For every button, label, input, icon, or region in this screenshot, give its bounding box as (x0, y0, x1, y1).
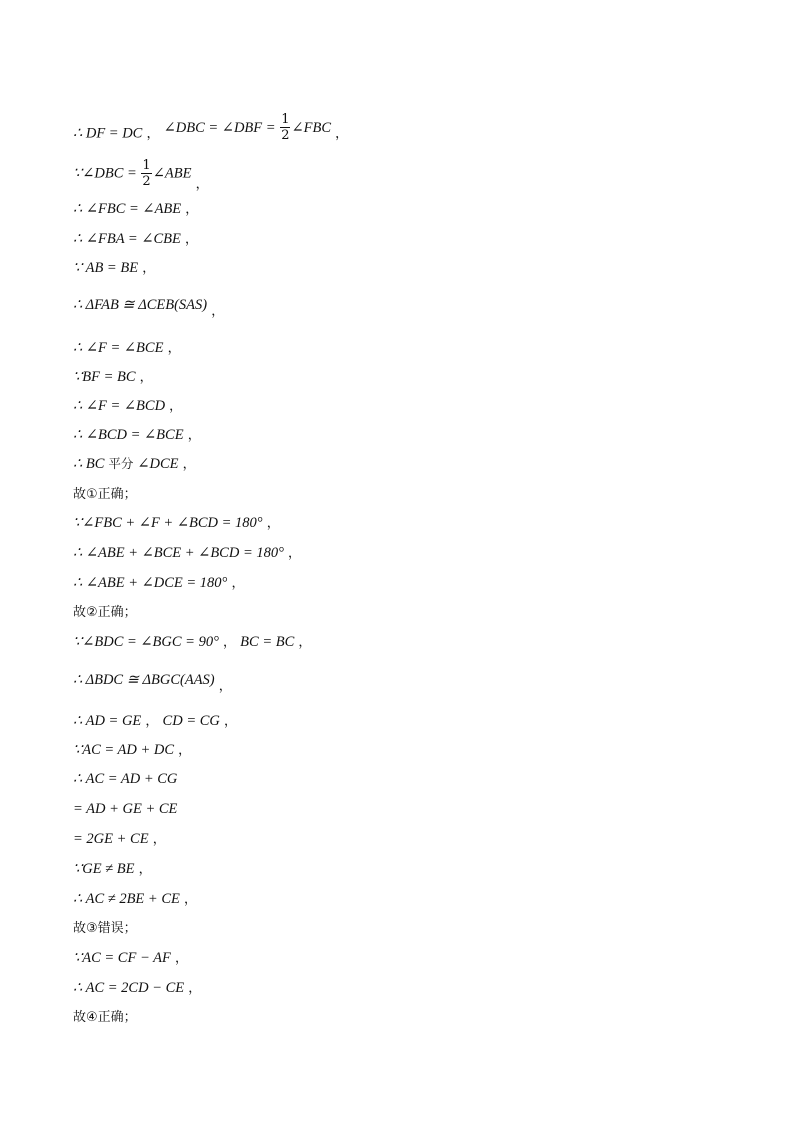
math-expr: ∠DCE (137, 456, 179, 472)
proof-line-1 (73, 112, 349, 149)
math-expr: ∴ ∠BCD = ∠BCE (73, 427, 184, 443)
proof-line-7 (73, 341, 181, 356)
proof-line-27 (73, 951, 188, 966)
proof-line-3 (73, 202, 198, 217)
math-expr: ∵∠DBC = (73, 165, 141, 182)
punctuation: ， (179, 892, 197, 907)
math-expr: ∴ AC ≠ 2BE + CE (73, 891, 180, 907)
math-expr: ∴ BC (73, 456, 105, 472)
math-expr: ∴ AC = AD + CG (73, 771, 178, 787)
math-expr: ∴ AD = GE (73, 713, 142, 729)
fraction-half (280, 112, 290, 143)
math-expr: ∵∠FBC + ∠F + ∠BCD = 180° (73, 515, 263, 531)
math-expr: ∴ ∠F = ∠BCD (73, 398, 166, 414)
conclusion-1: 故①正确； (73, 487, 137, 502)
punctuation: ， (138, 261, 156, 276)
math-expr: ∴ ∠F = ∠BCE (73, 340, 164, 356)
punctuation: ， (180, 232, 199, 247)
proof-line-17 (73, 635, 311, 650)
conclusion-3: 故③错误； (73, 921, 137, 936)
punctuation: ， (227, 576, 245, 591)
math-expr: ∵∠BDC = ∠BGC = 90° (73, 634, 219, 650)
math-expr: ∵AC = CF − AF (73, 950, 171, 966)
punctuation: ， (170, 951, 188, 966)
conclusion-2: 故②正确； (73, 605, 137, 620)
proof-line-23 (73, 832, 166, 847)
fraction-half (141, 158, 151, 189)
fraction-denominator: 2 (142, 174, 151, 189)
punctuation: ， (218, 635, 241, 650)
math-expr: ∴ ∠FBC = ∠ABE (73, 201, 182, 217)
proof-line-14 (73, 546, 301, 561)
math-expr: ∵ AB = BE (73, 260, 139, 276)
punctuation: ， (191, 176, 209, 192)
punctuation: ， (184, 981, 202, 996)
proof-line-6 (73, 297, 225, 319)
punctuation: ， (163, 341, 181, 356)
punctuation: ， (183, 428, 201, 443)
math-expr: BC = BC (240, 634, 295, 650)
punctuation: ， (207, 304, 225, 319)
punctuation: ， (214, 679, 232, 694)
punctuation: ， (135, 370, 153, 385)
math-expr: ∵BF = BC (73, 369, 136, 385)
math-expr: CD = CG (162, 713, 220, 729)
math-expr: = AD + GE + CE (73, 801, 178, 817)
proof-line-28 (73, 981, 201, 996)
punctuation: ， (294, 635, 312, 650)
conclusion-4: 故④正确； (73, 1010, 137, 1025)
math-expr: ∠DBC = ∠DBF = (163, 119, 280, 136)
math-expr: ∴ ∠FBA = ∠CBE (73, 231, 181, 247)
math-expr: ∠ABE (152, 165, 192, 182)
math-expr: ∴ DF = DC (73, 125, 143, 142)
proof-line-8 (73, 370, 153, 385)
fraction-numerator: 1 (142, 158, 151, 173)
fraction-denominator: 2 (281, 128, 290, 143)
proof-line-15 (73, 576, 244, 591)
punctuation: ， (331, 126, 349, 142)
math-expr: ∵GE ≠ BE (73, 861, 135, 877)
math-expr: ∴ AC = 2CD − CE (73, 980, 185, 996)
punctuation: ， (283, 546, 302, 561)
proof-line-20 (73, 743, 191, 758)
proof-line-10 (73, 428, 201, 443)
proof-line-13 (73, 516, 280, 531)
punctuation: ， (141, 714, 163, 729)
math-expr: ∴ ΔBDC ≅ ΔBGC(AAS) (73, 672, 215, 688)
math-expr: = 2GE + CE (73, 831, 149, 847)
punctuation: ， (262, 516, 280, 531)
math-expr: ∴ ∠ABE + ∠BCE + ∠BCD = 180° (73, 545, 284, 561)
punctuation: ， (148, 832, 166, 847)
chinese-text: 平分 (104, 456, 138, 471)
punctuation: ， (181, 202, 199, 217)
math-expr: ∠FBC (291, 119, 332, 136)
fraction-numerator: 1 (281, 112, 290, 127)
punctuation: ， (174, 743, 192, 758)
punctuation: ， (134, 862, 152, 877)
proof-line-5 (73, 261, 155, 276)
proof-line-4 (73, 232, 198, 247)
math-expr: ∵AC = AD + DC (73, 742, 175, 758)
proof-line-9 (73, 399, 182, 414)
math-expr: ∴ ΔFAB ≅ ΔCEB(SAS) (73, 297, 208, 313)
math-expr: ∴ ∠ABE + ∠DCE = 180° (73, 575, 228, 591)
punctuation: ， (219, 714, 238, 729)
punctuation: ， (178, 457, 196, 472)
proof-line-25 (73, 892, 197, 907)
punctuation: ， (165, 399, 183, 414)
proof-line-19 (73, 714, 237, 729)
proof-line-22 (73, 802, 177, 817)
proof-line-11 (73, 457, 196, 472)
proof-line-21 (73, 772, 177, 787)
proof-line-2 (73, 158, 209, 192)
proof-line-24 (73, 862, 152, 877)
punctuation: ， (142, 126, 164, 142)
proof-line-18 (73, 672, 232, 694)
